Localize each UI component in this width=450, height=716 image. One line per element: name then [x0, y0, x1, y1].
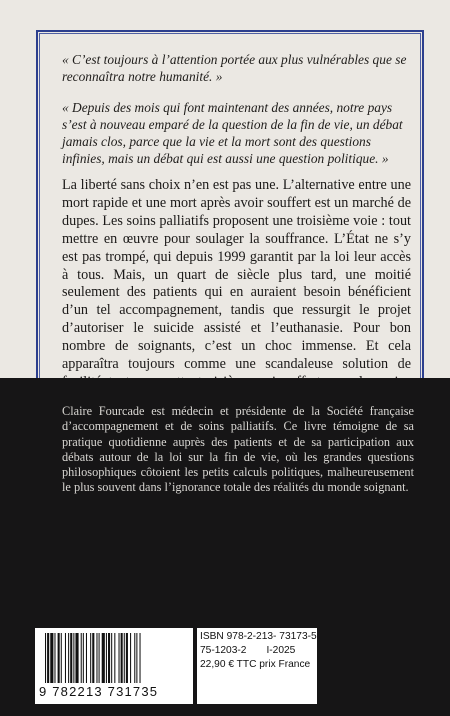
back-cover-blurb: La liberté sans choix n’en est pas une. L’alternative entre une mort rapide et une mort après avoir souffert est un marché de dupes. Les soins palliatifs proposent une troisième voie : tout mettre en œuvre pour soulager la souffrance. L’État ne s’y est pas trompé, qui depuis 1999 garantit par la loi leur accès à tous. Mais, un quart de siècle plus tard, une moitié seulement des patients qui en auraient besoin bénéficient d’un tel accompagnement, tandis que ressurgit le projet d’autoriser le suicide assisté et l’euthanasie. Pour bon nombre de soignants, c’est un choc immense. Et cela apparaîtra toujours comme une scandaleuse solution de	[62, 177, 411, 373]
barcode-label	[35, 628, 193, 704]
epigraph-quote-2: « Depuis des mois qui font maintenant des années, notre pays s’est à nouveau emparé de la question de la fin de vie, un débat jamais clos, parce que la vie et la mort sont des questions infinies, mais un débat qui est aussi une question politique. »	[62, 100, 403, 166]
price: 22,90 € TTC prix France	[200, 659, 311, 670]
isbn-number: ISBN 978-2-213- 73173-5	[200, 631, 317, 642]
barcode-bars	[45, 633, 183, 685]
barcode-digits: 9 782213 731735	[39, 684, 159, 699]
epigraph-quote-1: « C’est toujours à l’attention portée aux plus vulnérables que se reconnaîtra notre humanité. »	[62, 52, 407, 84]
print-codes	[200, 644, 317, 658]
author-bio: Claire Fourcade est médecin et présidente de la Société française d’accompagnement et de soins palliatifs. Ce livre témoigne de sa pratique quotidienne auprès des patients et de sa participation aux débats autour de la loi sur la fin de vie, où les grandes questions philosophiques côtoient les petits calculs politiques, malheureusement le plus souvent dans l’ignorance totale des réalités du monde soignant.	[62, 404, 414, 495]
isbn-label	[197, 628, 317, 704]
edition-code: 75-1203-2	[200, 645, 247, 656]
print-date-code: I-2025	[266, 645, 296, 656]
